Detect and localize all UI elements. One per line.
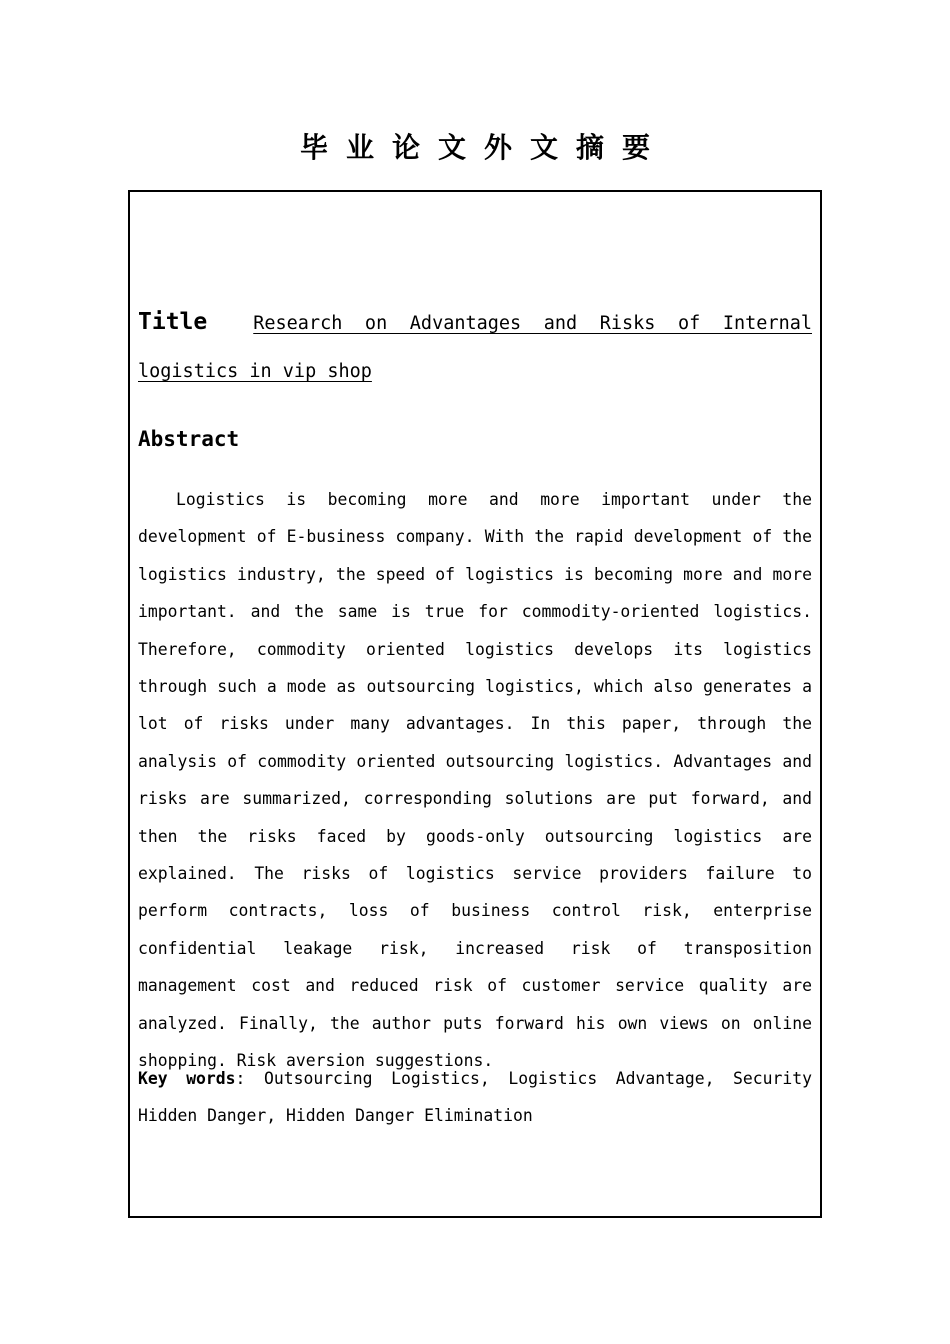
keywords-label: Key words — [138, 1069, 236, 1088]
abstract-label: Abstract — [138, 427, 240, 451]
keywords-text: Outsourcing Logistics, Logistics Advantage, Security Hidden Danger, Hidden Danger Elimination — [138, 1069, 812, 1126]
keywords-separator: : — [235, 1069, 264, 1088]
page-heading: 毕业论文外文摘要 — [299, 131, 668, 164]
title-text: Research on Advantages and Risks of Internal logistics in vip shop — [138, 313, 812, 382]
keywords-block — [138, 1060, 812, 1135]
title-block — [138, 298, 812, 396]
title-label: Title — [138, 309, 208, 335]
abstract-body: Logistics is becoming more and more important under the development of E-business company. With the rapid development of the logistics industry, the speed of logistics is becoming more and more important. and the same is true for commodity-oriented logistics. Therefore, commodity oriented logistics develops its logistics through such a mode as outsourcing logistics, which also generates a lot of risks under many advantages. In this paper, through the analysis of commodity oriented outsourcing logistics. Advantages and risks are summarized, corresponding solutions are put forward, and then the risks faced by goods-only outsourcing logistics are explained. The risks of logistics service providers failure to perform contracts, loss of business control risk, enterprise confidential leakage risk, increased risk of transposition management cost and reduced risk of customer service quality are analyzed. Finally, the author puts forward his own views on online shopping. Risk aversion suggestions. — [138, 490, 812, 1071]
